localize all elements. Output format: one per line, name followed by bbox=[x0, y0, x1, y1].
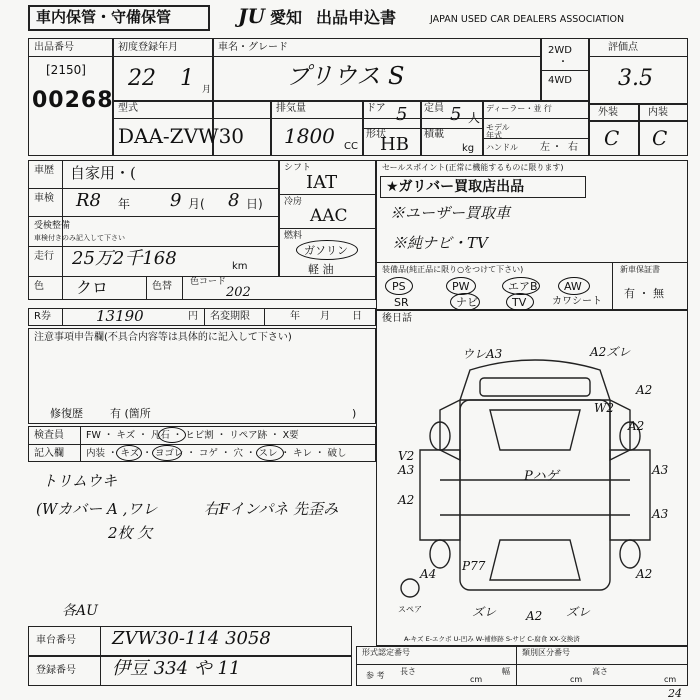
diagram-note-10: A2 bbox=[398, 493, 415, 507]
equip-tv: TV bbox=[512, 296, 527, 309]
inspection-year-unit: 年 bbox=[118, 197, 131, 211]
height-unit: cm bbox=[664, 675, 677, 684]
inspection-era: R8 bbox=[76, 190, 102, 211]
mileage-unit: km bbox=[232, 261, 248, 272]
navi-circle bbox=[450, 293, 480, 311]
type-label: 類別区分番号 bbox=[522, 648, 570, 657]
car-name-value: プリウス S bbox=[286, 62, 405, 90]
equip-airbag: エアB bbox=[508, 280, 538, 293]
displacement-value: 1800 bbox=[284, 124, 335, 148]
receipt-note: 車検付きのみ記入して下さい bbox=[34, 234, 125, 242]
color-code-label: 色コード bbox=[190, 277, 227, 287]
handle-dot: ・ bbox=[552, 142, 562, 153]
shape-label: 形状 bbox=[366, 129, 386, 140]
history-label: 車歴 bbox=[34, 165, 54, 176]
model-value: DAA-ZVW30 bbox=[118, 124, 245, 148]
ju-logo: JU bbox=[238, 4, 265, 28]
inspector-circle-scratch bbox=[116, 445, 142, 461]
shift-label: シフト bbox=[284, 163, 312, 173]
length-unit: cm bbox=[470, 675, 483, 684]
registration-label: 初度登録年月 bbox=[118, 42, 178, 53]
handle-right: 右 bbox=[568, 142, 578, 153]
diagram-note-2: A2ズレ bbox=[590, 345, 631, 359]
diagram-note-17: ズレ bbox=[566, 605, 591, 619]
color-label: 色 bbox=[34, 281, 44, 292]
registration-month: 1 bbox=[180, 66, 194, 91]
shape-value: HB bbox=[380, 134, 409, 155]
equip-ps: PS bbox=[392, 280, 406, 293]
diagram-note-11: A3 bbox=[652, 507, 669, 521]
height-label: 高さ bbox=[592, 667, 608, 676]
lk-label: 形式認定番号 bbox=[362, 648, 410, 657]
diagram-note-6: V2 bbox=[398, 449, 415, 463]
equip-power-seat: カワシート bbox=[552, 296, 602, 307]
corner-number: 24 bbox=[668, 687, 682, 700]
score-value: 3.5 bbox=[618, 66, 653, 91]
width-unit: cm bbox=[570, 675, 583, 684]
diagram-note-1: ウレA3 bbox=[462, 347, 503, 361]
dealer-label: ディーラー・並 行 bbox=[486, 104, 552, 113]
car-name-label: 車名・グレード bbox=[218, 42, 288, 53]
equip-pw: PW bbox=[452, 280, 470, 293]
repair-value: 有 (箇所 bbox=[110, 407, 151, 420]
width-label: 幅 bbox=[502, 667, 510, 676]
inspector-row1: FW ・ キズ ・ 凡石 ・ ヒビ割 ・ リペア跡 ・ X要 bbox=[86, 430, 299, 441]
handnote-line1: (Wカバー A ,ワレ bbox=[36, 500, 158, 518]
spare-label: スペア bbox=[398, 605, 422, 614]
storage-badge-text: 車内保管・守備保管 bbox=[36, 8, 172, 26]
color-code-value: 202 bbox=[226, 285, 251, 300]
lot-label: 出品番号 bbox=[34, 42, 74, 53]
r-ticket-label: R券 bbox=[34, 311, 51, 322]
lot-sub-number: [2150] bbox=[46, 63, 86, 77]
damage-legend: A-キズ E-エクボ U-凹み W-補修跡 S-サビ C-腐食 XX-交換済 bbox=[404, 635, 580, 643]
fuel-diesel: 軽 油 bbox=[308, 263, 334, 276]
form-title: 出品申込書 bbox=[316, 8, 397, 27]
name-change-month: 月 bbox=[320, 311, 330, 322]
equipment-label: 装備品(純正品に限り○をつけて下さい) bbox=[382, 265, 524, 274]
ps-circle bbox=[385, 277, 413, 295]
inspector-label: 検査員 bbox=[34, 430, 64, 441]
handnote-title: トリムウキ bbox=[42, 472, 118, 490]
fuel-label: 燃料 bbox=[284, 231, 303, 241]
sales-point-2: ※純ナビ・TV bbox=[392, 234, 488, 252]
inspector-circle-rub bbox=[256, 445, 284, 461]
capacity-label: 定員 bbox=[424, 103, 444, 114]
notes-label: 注意事項申告欄(不具合内容等は具体的に記入して下さい) bbox=[34, 332, 292, 343]
history-value: 自家用・( bbox=[70, 164, 136, 182]
chassis-label: 車台番号 bbox=[36, 635, 76, 646]
equip-aw: AW bbox=[564, 280, 582, 293]
length-label: 長さ bbox=[400, 667, 416, 676]
diagram-note-15: ズレ bbox=[472, 605, 497, 619]
ac-value: AAC bbox=[310, 206, 348, 226]
inspection-month-unit: 月( bbox=[188, 197, 205, 211]
model-label: 型式 bbox=[118, 103, 138, 114]
shift-value: IAT bbox=[306, 172, 338, 193]
capacity-value: 5 bbox=[450, 104, 462, 125]
r-ticket-unit: 円 bbox=[188, 311, 198, 322]
load-label: 積載 bbox=[424, 129, 444, 140]
equip-navi: ナビ bbox=[456, 296, 478, 309]
repair-label: 修復歴 bbox=[50, 407, 83, 420]
association-name: JAPAN USED CAR DEALERS ASSOCIATION bbox=[430, 14, 625, 25]
inspector-circle-stone bbox=[158, 427, 186, 443]
exterior-grade: C bbox=[604, 126, 620, 150]
diagram-note-16: A2 bbox=[526, 609, 543, 623]
score-label: 評価点 bbox=[608, 42, 638, 53]
chassis-value: ZVW30-114 3058 bbox=[112, 628, 271, 649]
registration-year: 22 bbox=[128, 66, 156, 91]
displacement-label: 排気量 bbox=[276, 103, 306, 114]
inspection-month: 9 bbox=[170, 190, 182, 211]
model-year-label: モデル 年式 bbox=[486, 123, 510, 140]
r-ticket-value: 13190 bbox=[96, 307, 144, 325]
tv-circle bbox=[506, 293, 534, 311]
diagram-note-4: W2 bbox=[594, 401, 614, 415]
inspector-row2: 内装 ・ キズ ・ ヨゴレ ・ コゲ ・ 穴 ・ スレ ・ キレ ・ 破し bbox=[86, 448, 347, 459]
name-change-year: 年 bbox=[290, 311, 300, 322]
logo-prefecture: 愛知 bbox=[270, 8, 303, 27]
displacement-unit: CC bbox=[344, 141, 358, 152]
aw-circle bbox=[558, 277, 590, 295]
fuel-value: ガソリン bbox=[304, 244, 348, 257]
handle-label: ハンドル bbox=[486, 143, 518, 152]
capacity-unit: 人 bbox=[468, 111, 481, 125]
diagram-note-7: A3 bbox=[398, 463, 415, 477]
ref-label: 参 考 bbox=[366, 671, 385, 680]
interior-label: 内装 bbox=[648, 107, 668, 118]
repair-close: ) bbox=[352, 407, 357, 420]
doors-label: ドア bbox=[366, 103, 386, 114]
diagram-note-13: P77 bbox=[462, 559, 486, 573]
sales-banner: ★ガリバー買取店出品 bbox=[386, 179, 525, 195]
sales-points-label: セールスポイント(正常に機能するものに限ります) bbox=[382, 163, 564, 172]
diagram-note-12: A4 bbox=[420, 567, 437, 581]
handnote-line2: 2枚 欠 bbox=[108, 524, 153, 542]
inspection-day: 8 bbox=[228, 190, 240, 211]
diagram-note-9: Pハゲ bbox=[524, 469, 559, 484]
equip-sr: SR bbox=[394, 296, 409, 309]
handnote-footer: 各AU bbox=[62, 603, 98, 619]
warranty-label: 新車保証書 bbox=[620, 265, 660, 274]
registration-number-value: 伊豆 334 や 11 bbox=[112, 658, 241, 679]
inspection-day-unit: 日) bbox=[246, 197, 263, 211]
mileage-value: 25万2千168 bbox=[72, 248, 177, 269]
drive-2wd: 2WD bbox=[548, 45, 572, 56]
lot-number: 00268 bbox=[32, 88, 114, 113]
ac-label: 冷房 bbox=[284, 197, 303, 207]
name-change-label: 名変期限 bbox=[210, 311, 250, 322]
diagram-note-8: A3 bbox=[652, 463, 669, 477]
interior-grade: C bbox=[652, 126, 668, 150]
inspector-circle-dirt bbox=[152, 445, 182, 461]
name-change-day: 日 bbox=[352, 311, 362, 322]
drive-4wd: 4WD bbox=[548, 75, 572, 86]
inspector-entry-label: 記入欄 bbox=[34, 448, 64, 459]
color-change-label: 色替 bbox=[152, 281, 172, 292]
diagram-note-3: A2 bbox=[636, 383, 653, 397]
receipt-label: 受検整備 bbox=[34, 221, 71, 231]
color-value: クロ bbox=[76, 278, 109, 297]
diagram-note-5: A2 bbox=[628, 419, 645, 433]
handle-left: 左 bbox=[540, 142, 550, 153]
sales-point-1: ※ユーザー買取車 bbox=[390, 204, 511, 222]
warranty-options: 有 ・ 無 bbox=[624, 287, 664, 300]
registration-month-unit: 月 bbox=[202, 85, 212, 95]
inspection-label: 車検 bbox=[34, 193, 54, 204]
registration-number-label: 登録番号 bbox=[36, 665, 76, 676]
diagram-section-label: 後日話 bbox=[382, 313, 412, 324]
handnote-line3: 右Fインパネ 先歪み bbox=[204, 500, 339, 518]
exterior-label: 外装 bbox=[598, 107, 618, 118]
doors-value: 5 bbox=[396, 104, 408, 125]
load-unit: kg bbox=[462, 143, 475, 154]
drive-dot: ・ bbox=[558, 57, 568, 68]
diagram-note-14: A2 bbox=[636, 567, 653, 581]
mileage-label: 走行 bbox=[34, 251, 54, 262]
